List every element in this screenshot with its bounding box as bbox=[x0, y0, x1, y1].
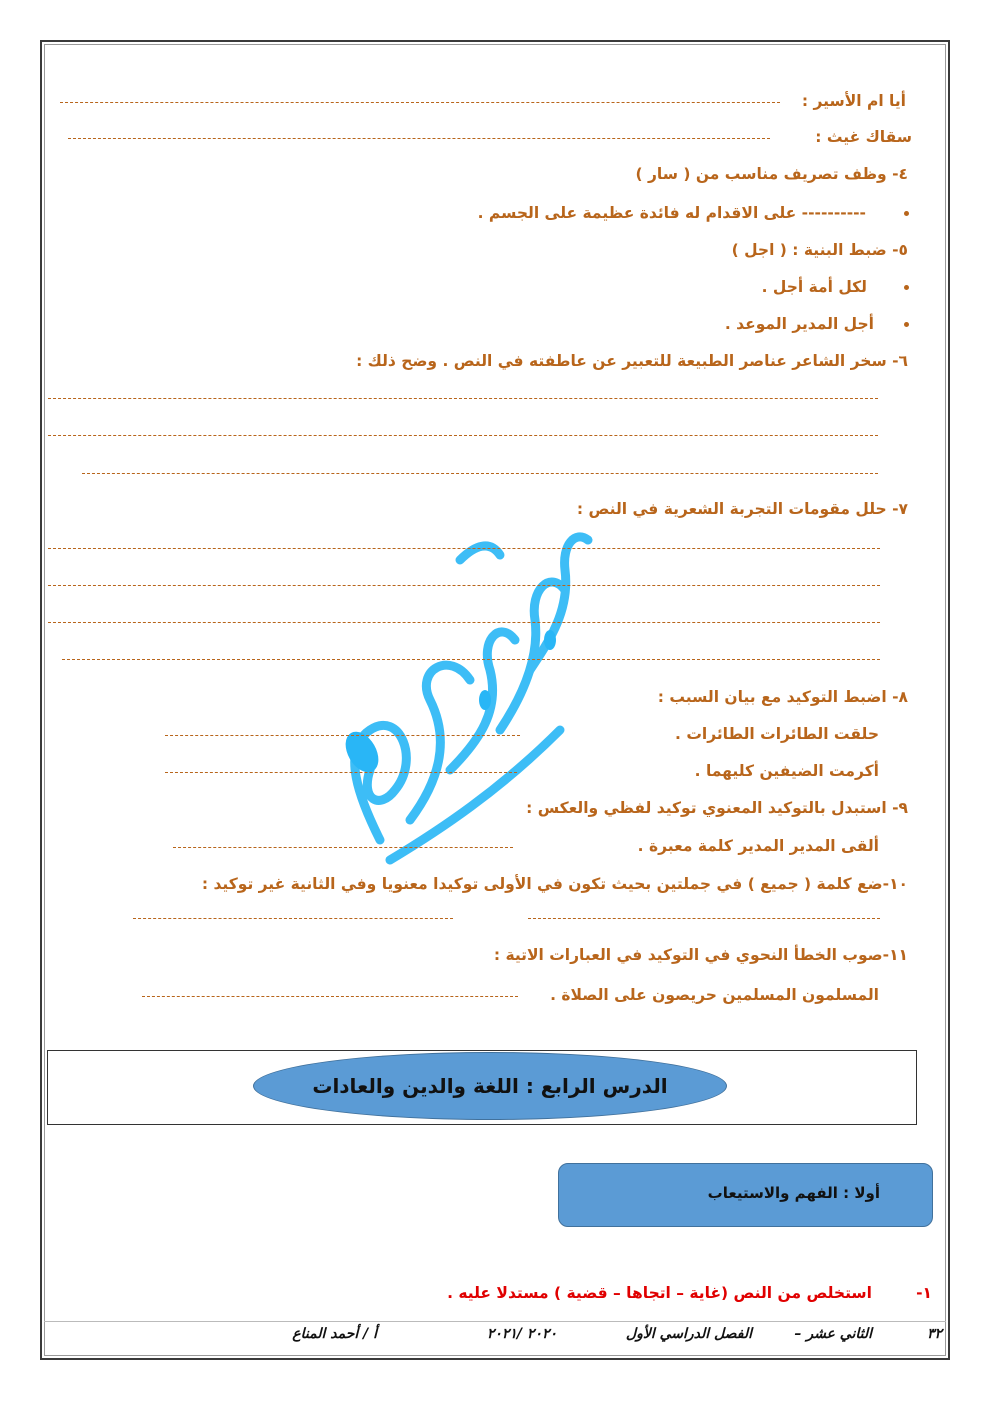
question-5: ٥- ضبط البنية : ( اجل ) bbox=[731, 241, 908, 259]
line1-label: أيا ام الأسير : bbox=[801, 92, 906, 110]
q11-sentence-1: المسلمون المسلمين حريصون على الصلاة . bbox=[550, 986, 879, 1004]
answer-line bbox=[48, 548, 880, 549]
q8-sentence-1: حلقت الطائرات الطائرات . bbox=[675, 725, 879, 743]
q8-sentence-2: أكرمت الضيفين كليهما . bbox=[694, 762, 879, 780]
q5-bullet-2: أجل المدير الموعد . bbox=[724, 315, 874, 333]
answer-line bbox=[165, 735, 520, 736]
footer-year: ٢٠٢٠ /٢٠٢١ bbox=[486, 1326, 557, 1342]
answer-line bbox=[60, 102, 780, 103]
footer-author: أ / أحمد المناع bbox=[292, 1326, 377, 1342]
footer-semester: الفصل الدراسي الأول bbox=[625, 1326, 752, 1342]
answer-line bbox=[165, 772, 517, 773]
question-4: ٤- وظف تصريف مناسب من ( سار ) bbox=[635, 165, 908, 183]
question-7: ٧- حلل مقومات التجربة الشعرية في النص : bbox=[576, 500, 908, 518]
answer-line bbox=[48, 435, 878, 436]
lesson-q1-text: استخلص من النص (غاية – اتجاها – قضية ) مستدلا عليه . bbox=[447, 1284, 872, 1302]
q4-bullet-1: ---------- على الاقدام له فائدة عظيمة على الجسم . bbox=[477, 204, 866, 222]
question-11: ١١-صوب الخطأ النحوي في التوكيد في العبارات الاتية : bbox=[493, 946, 908, 964]
answer-line bbox=[62, 659, 880, 660]
section-heading-box bbox=[558, 1163, 933, 1227]
q9-sentence-1: ألقى المدير المدير كلمة معبرة . bbox=[637, 837, 879, 855]
question-9: ٩- استبدل بالتوكيد المعنوي توكيد لفظي والعكس : bbox=[526, 799, 908, 817]
bullet bbox=[904, 211, 909, 216]
answer-line bbox=[48, 585, 880, 586]
line2-label: سقاك غيث : bbox=[815, 128, 912, 146]
answer-line bbox=[528, 918, 880, 919]
lesson-title-pill bbox=[253, 1052, 727, 1120]
q5-bullet-1: لكل أمة أجل . bbox=[761, 278, 867, 296]
section-heading: أولا : الفهم والاستيعاب bbox=[707, 1184, 880, 1202]
answer-line bbox=[48, 622, 880, 623]
answer-line bbox=[48, 398, 878, 399]
question-6: ٦- سخر الشاعر عناصر الطبيعة للتعبير عن عاطفته في النص . وضح ذلك : bbox=[356, 352, 908, 370]
answer-line bbox=[142, 996, 518, 997]
footer-divider bbox=[44, 1321, 946, 1322]
footer-page-number: ٣٢ bbox=[926, 1326, 942, 1342]
lesson-q1-number: ١- bbox=[916, 1284, 932, 1302]
footer-grade: الثاني عشر – bbox=[794, 1326, 872, 1342]
question-8: ٨- اضبط التوكيد مع بيان السبب : bbox=[657, 688, 908, 706]
answer-line bbox=[173, 847, 513, 848]
answer-line bbox=[82, 473, 878, 474]
bullet bbox=[904, 322, 909, 327]
signature-watermark bbox=[300, 500, 620, 880]
answer-line bbox=[133, 918, 453, 919]
answer-line bbox=[68, 138, 770, 139]
question-10: ١٠-ضع كلمة ( جميع ) في جملتين بحيث تكون في الأولى توكيدا معنويا وفي الثانية غير توكيد : bbox=[201, 875, 908, 893]
bullet bbox=[904, 285, 909, 290]
lesson-title: الدرس الرابع : اللغة والدين والعادات bbox=[312, 1074, 668, 1098]
